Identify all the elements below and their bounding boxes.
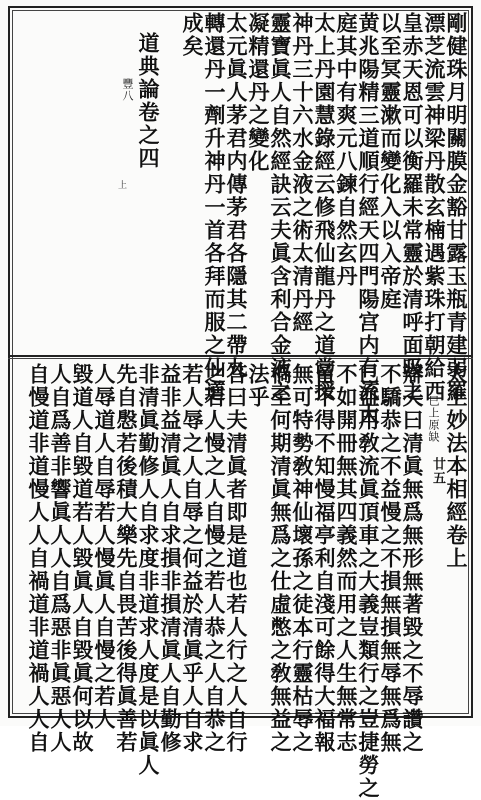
text-column: 法乎 <box>246 363 271 409</box>
text-column: 人自爲善非響眞人人自爲惡非眞惡人人 <box>48 363 73 754</box>
text-column: 之若人慢之人自慢之若人恭之人自恭之 <box>202 363 227 754</box>
text-column: 凝精還丹之變化 <box>246 12 271 173</box>
bottom-half <box>12 359 469 800</box>
text-column: 成矣 <box>180 12 205 58</box>
text-column: 自慢道非道慢人人自禍道非道禍人人自 <box>26 363 51 754</box>
text-column: 答曰夫清眞者即是道也若人行之人自行 <box>224 363 249 754</box>
text-column: 黄兆陽精三道順行經天四門陽宫内有流大 <box>356 12 381 426</box>
text-column: 毀道人自毀道若人毀眞人自毀眞何以故 <box>70 363 95 754</box>
text-column: 不如開冊無其四義然而用之人生無常志 <box>334 363 359 754</box>
lacuna-note: 巳上原缺 <box>427 395 440 443</box>
scripture-title: 太上妙法本相經卷上 <box>444 363 469 570</box>
text-column: 轉還丹一劑升神丹一首各拜而服之仙道 <box>202 12 227 403</box>
text-column: 先自慇若後積大樂先自畏苦後得眞善若 <box>114 363 139 754</box>
text-column: 太上丹園慧錄經云修飛仙龍丹之道當授 <box>312 12 337 403</box>
text-column: 益非益清眞人自求損非損清眞人自勤修 <box>158 363 183 754</box>
text-column: 非清眞勤修人自求度非道求人度是以眞人 <box>136 363 161 777</box>
text-column: 人辱道人自辱若人慢眞人自慢之若人 <box>92 363 117 731</box>
margin-mark: 上 <box>118 181 128 191</box>
volume-end-title: 道典論卷之四 <box>136 32 161 170</box>
page-number: 廿五 <box>430 457 445 485</box>
text-column: 神丹三十六水金液之術太清丹經 <box>290 12 315 334</box>
text-column: 庭其中有爽元八鍊自然玄丹 <box>334 12 359 288</box>
text-column: 若人辱之人自辱之何益於清眞乎人自求 <box>180 363 205 754</box>
text-column: 剛健珠月明關膜金豁甘露玉瓶青建弱羅 <box>444 12 469 403</box>
text-column: 皇赤天恩可以衡羅未常靈於清呼面吸之 <box>400 12 425 403</box>
text-column: 不驕恭之不益慢之不損無損無辱無爲無 <box>378 363 403 754</box>
text-column: 以至冥靈漱而變化入以入帝庭 <box>378 12 403 311</box>
text-column: 太元眞人茅君内傳茅君各隱其二帶九 <box>224 12 249 380</box>
text-column: 無可特勢敎神仙壞孫之徒本行靈枯辱之 <box>290 363 315 754</box>
text-column: 辯夫曰清眞無爲無形無著毀之不辱讚之 <box>400 363 425 754</box>
text-column: 已益用敎流眞頂車之大義豈類行之豈捷勞之 <box>356 363 381 800</box>
text-column: 靈寶眞人自然經訣云夫眞含利合金液之 <box>268 12 293 403</box>
text-column: 漂芝流雲神梁丹散玄楠遇紫珠打朝給西 <box>422 12 447 403</box>
text-column: 禍至何期清眞無爲之仕虛憋之敎無益之 <box>268 363 293 754</box>
text-column: 留不得不知慢福亭利自淺可餘得大福報 <box>312 363 337 754</box>
volume-end-note: 豐八 <box>121 78 134 102</box>
